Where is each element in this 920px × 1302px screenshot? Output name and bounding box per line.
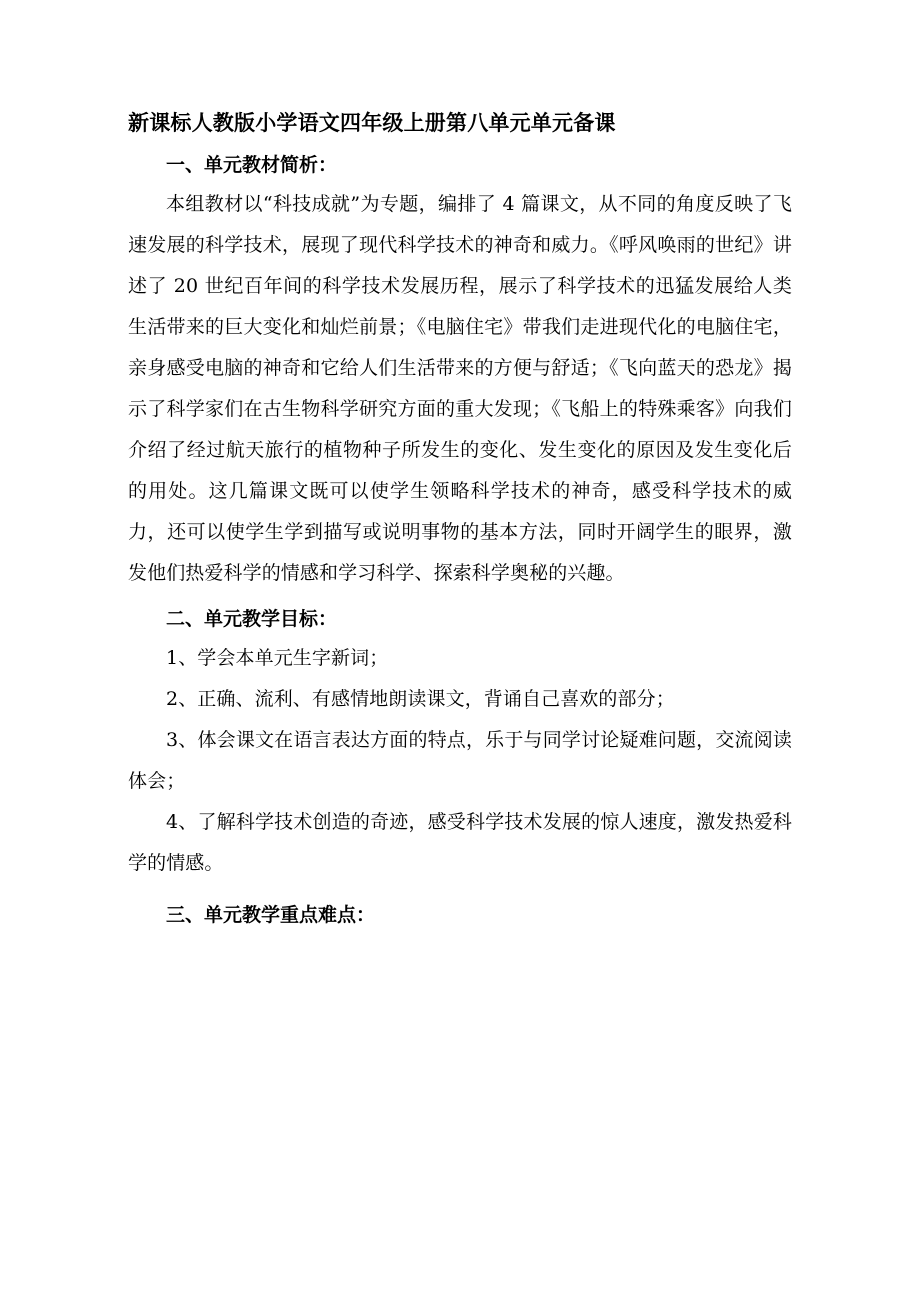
section-heading-3: 三、单元教学重点难点：	[166, 904, 376, 927]
section-2-item-4: 4、了解科学技术创造的奇迹，感受科学技术发展的惊人速度，激发热爱科学的情感。	[128, 811, 792, 875]
section-heading-2: 二、单元教学目标：	[166, 607, 338, 630]
section-2-item-1: 1、学会本单元生字新词；	[166, 647, 389, 670]
page-title: 新课标人教版小学语文四年级上册第八单元单元备课	[128, 111, 616, 135]
section-2-item-2: 2、正确、流利、有感情地朗读课文，背诵自己喜欢的部分；	[166, 688, 675, 711]
section-2-item-3: 3、体会课文在语言表达方面的特点，乐于与同学讨论疑难问题，交流阅读体会；	[128, 729, 792, 793]
section-heading-1: 一、单元教材简析：	[166, 153, 338, 176]
section-spacer	[128, 884, 792, 890]
section-1-paragraph-1: 本组教材以“科技成就”为专题，编排了 4 篇课文，从不同的角度反映了飞速发展的科学技术，展现了现代科学技术的神奇和威力。《呼风唤雨的世纪》讲述了 20 世纪百年间的科学技术发展历程，展示了科学技术的迅猛发展给人类生活带来的巨大变化和灿烂前景；《电脑住宅》带我们走进现代化的电脑住宅，亲身感受电脑的神奇和它给人们生活带来的方便与舒适；《飞向蓝天的恐龙》揭示了科学家们在古生物科学研究方面的重大发现；《飞船上的特殊乘客》向我们介绍了经过航天旅行的植物种子所发生的变化、发生变化的原因及发生变化后的用处。这几篇课文既可以使学生领略科学技术的神奇，感受科学技术的威力，还可以使学生学到描写或说明事物的基本方法，同时开阔学生的眼界，激发他们热爱科学的情感和学习科学、探索科学奥秘的兴趣。	[128, 192, 792, 584]
